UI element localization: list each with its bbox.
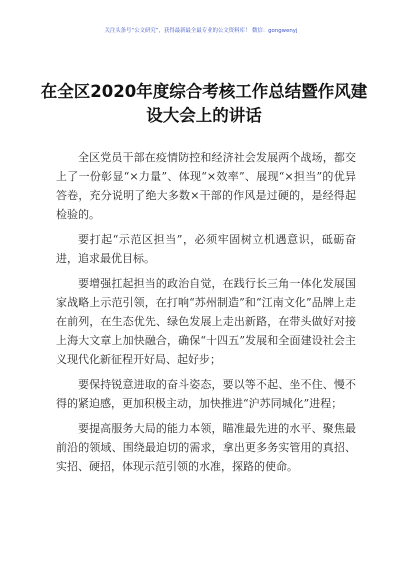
paragraph-1: 全区党员干部在疫情防控和经济社会发展两个战场，都交上了一份彰显“×力量”、体现“×效率”、展现“×担当”的优异答卷，充分说明了绝大多数×干部的作风是过硬的，是经得起检验的。 <box>56 151 356 221</box>
paragraph-4: 要保持锐意进取的奋斗姿态，要以等不起、坐不住、慢不得的紧迫感，更加积极主动，加快推进“沪苏同城化”进程； <box>56 378 356 410</box>
document-title: 在全区2020年度综合考核工作总结暨作风建设大会上的讲话 <box>40 82 368 125</box>
promo-banner[interactable]: 关注头条号“公文研究”，获得最新最全最专业的公文资料库！ 微信：gongwenyj <box>104 28 298 34</box>
paragraph-2: 要打起“示范区担当”，必须牢固树立机遇意识，砥砺奋进，追求最优目标。 <box>56 233 356 265</box>
paragraph-5: 要提高服务大局的能力本领，瞄准最先进的水平、聚焦最前沿的领域、围绕最迫切的需求，拿出更多务实管用的真招、实招、硬招，体现示范引领的水准，探路的使命。 <box>56 422 356 473</box>
document-body <box>56 148 356 482</box>
paragraph-3: 要增强扛起担当的政治自觉，在践行长三角一体化发展国家战略上示范引领，在打响“苏州制造”和“江南文化”品牌上走在前列，在生态优先、绿色发展上走出新路，在带头做好对接上海大文章上加快融合，确保“十四五”发展和全面建设社会主义现代化新征程开好局、起好步； <box>56 277 356 366</box>
